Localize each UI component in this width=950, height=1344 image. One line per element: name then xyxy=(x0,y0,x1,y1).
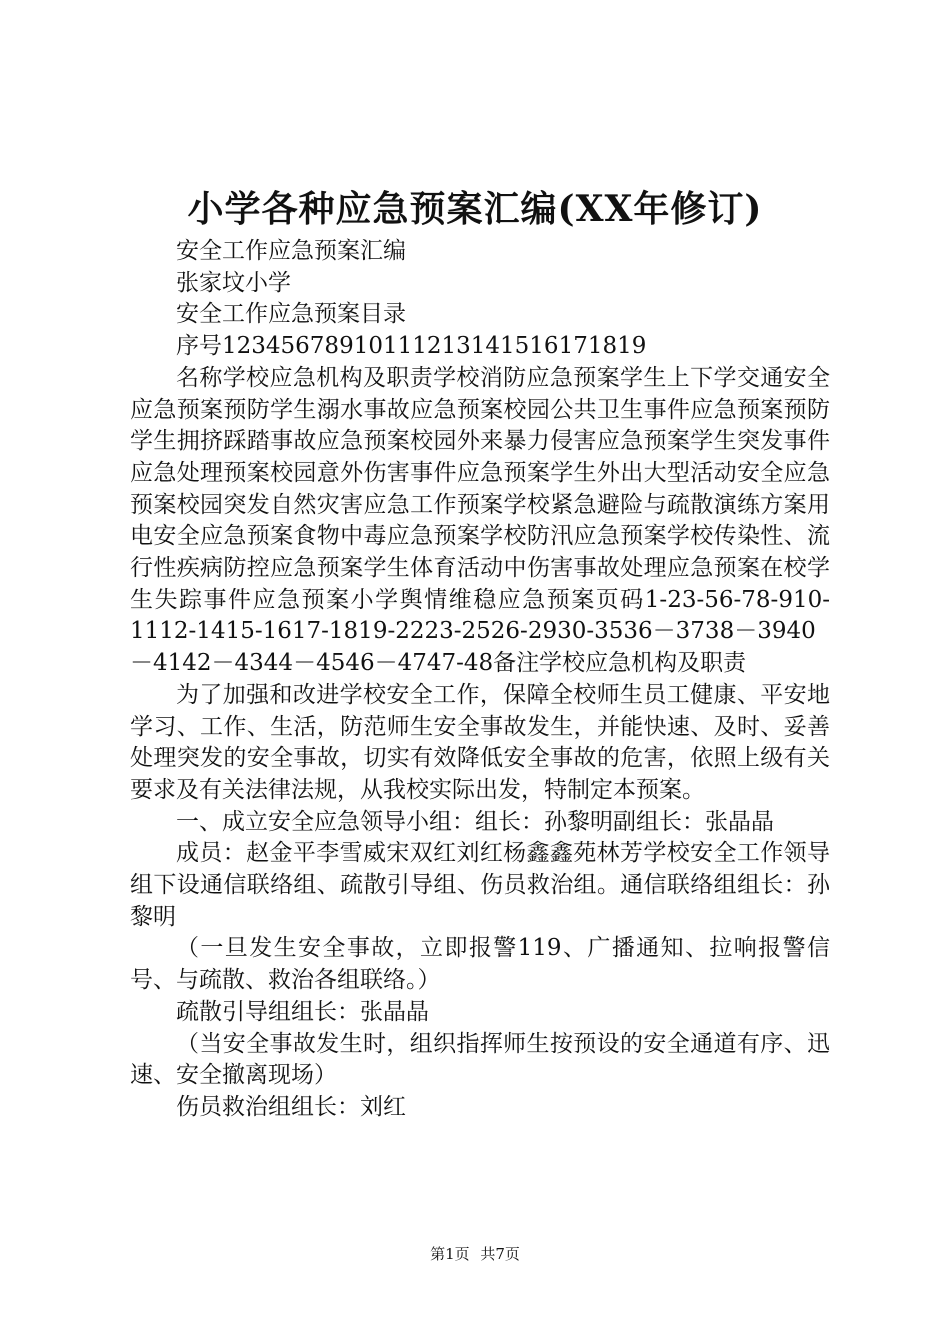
paragraph-evacuation-duty: （当安全事故发生时，组织指挥师生按预设的安全通道有序、迅速、安全撤离现场） xyxy=(130,1030,830,1089)
paragraph-leadership: 一、成立安全应急领导小组：组长：孙黎明副组长：张晶晶 xyxy=(176,808,774,835)
paragraph-rescue-leader: 伤员救治组组长：刘红 xyxy=(176,1093,406,1120)
paragraph-subtitle: 安全工作应急预案汇编 xyxy=(176,238,406,264)
document-title: 小学各种应急预案汇编(XX年修订) xyxy=(187,188,763,230)
paragraph-school: 张家坟小学 xyxy=(176,269,291,296)
document-body xyxy=(130,236,830,1124)
paragraph-evacuation-leader: 疏散引导组组长：张晶晶 xyxy=(176,998,429,1025)
page-number: 第1页 xyxy=(430,1245,470,1263)
paragraph-members: 成员：赵金平李雪威宋双红刘红杨鑫鑫苑林芳学校安全工作领导组下设通信联络组、疏散引导组、伤员救治组。通信联络组组长：孙黎明 xyxy=(130,840,830,930)
paragraph-alarm: （一旦发生安全事故，立即报警119、广播通知、拉响报警信号、与疏散、救治各组联络。） xyxy=(130,935,830,994)
page-footer xyxy=(0,1244,950,1264)
paragraph-toc-entries: 名称学校应急机构及职责学校消防应急预案学生上下学交通安全应急预案预防学生溺水事故应急预案校园公共卫生事件应急预案预防学生拥挤踩踏事故应急预案校园外来暴力侵害应急预案学生突发事件应急处理预案校园意外伤害事件应急预案学生外出大型活动安全应急预案校园突发自然灾害应急工作预案学校紧急避险与疏散演练方案用电安全应急预案食物中毒应急预案学校防汛应急预案学校传染性、流行性疾病防控应急预案学生体育活动中伤害事故处理应急预案在校学生失踪事件应急预案小学舆情维稳应急预案页码1-23-56-78-910-1112-1415-1617-1819-2223-2526-2930-3536－3738－3940－4142－4344－4546－4747-48备注学校应急机构及职责 xyxy=(130,364,830,677)
page-total: 共7页 xyxy=(480,1245,520,1263)
paragraph-toc-numbers: 序号12345678910111213141516171819 xyxy=(176,333,647,360)
paragraph-toc-heading: 安全工作应急预案目录 xyxy=(176,301,406,328)
paragraph-purpose: 为了加强和改进学校安全工作，保障全校师生员工健康、平安地学习、工作、生活，防范师生安全事故发生，并能快速、及时、妥善处理突发的安全事故，切实有效降低安全事故的危害，依照上级有关要求及有关法律法规，从我校实际出发，特制定本预案。 xyxy=(130,681,830,803)
